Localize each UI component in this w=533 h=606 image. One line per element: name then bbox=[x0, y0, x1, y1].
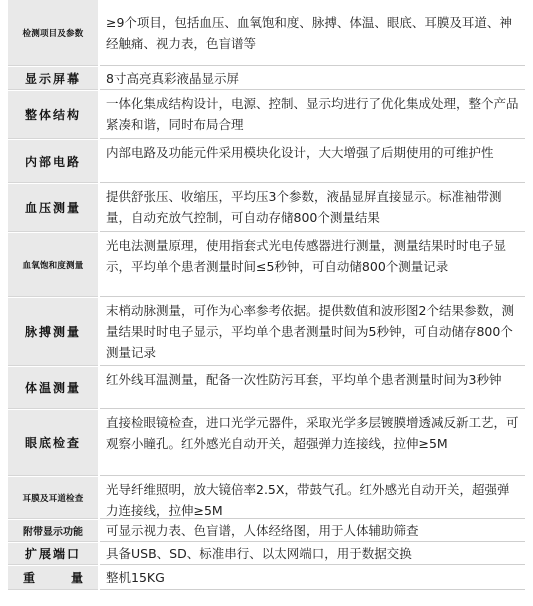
row-label: 扩展端口 bbox=[8, 543, 98, 565]
row-value bbox=[100, 298, 525, 366]
row-label: 重量 bbox=[8, 566, 98, 590]
row-value bbox=[100, 543, 525, 565]
row-display-functions bbox=[8, 520, 525, 542]
row-value bbox=[100, 140, 525, 183]
row-value-text: 可显示视力表、色盲谱，人体经络图，用于人体辅助筛查 bbox=[106, 523, 419, 538]
row-value bbox=[100, 0, 525, 66]
row-label: 显示屏幕 bbox=[8, 67, 98, 90]
row-label: 眼底检查 bbox=[8, 410, 98, 476]
row-label: 血氧饱和度测量 bbox=[8, 233, 98, 297]
row-body-temperature bbox=[8, 367, 525, 409]
row-test-items bbox=[8, 0, 525, 66]
row-label: 附带显示功能 bbox=[8, 520, 98, 542]
row-value bbox=[100, 184, 525, 232]
row-value-text: 末梢动脉测量，可作为心率参考依据。提供数值和波形图2个结果参数，测量结果时时电子显示，平均单个患者测量时间为5秒钟，可自动储存800个测量记录 bbox=[106, 303, 514, 360]
row-fundus-exam bbox=[8, 410, 525, 476]
row-value-text: 红外线耳温测量，配备一次性防污耳套，平均单个患者测量时间为3秒钟 bbox=[106, 372, 502, 387]
row-value bbox=[100, 233, 525, 297]
row-blood-pressure bbox=[8, 184, 525, 232]
row-label: 内部电路 bbox=[8, 140, 98, 183]
row-label: 体温测量 bbox=[8, 367, 98, 409]
row-value-text: ≥9个项目，包括血压、血氧饱和度、脉搏、体温、眼底、耳膜及耳道、神经触痛、视力表，色盲谱等 bbox=[106, 15, 512, 51]
row-value bbox=[100, 91, 525, 139]
row-value-text: 8寸高亮真彩液晶显示屏 bbox=[106, 70, 239, 86]
row-overall-structure bbox=[8, 91, 525, 139]
row-value-text: 光电法测量原理，使用指套式光电传感器进行测量，测量结果时时电子显示，平均单个患者测量时间≤5秒钟，可自动储800个测量记录 bbox=[106, 238, 507, 274]
row-ear-exam bbox=[8, 477, 525, 519]
row-weight bbox=[8, 566, 525, 590]
row-value bbox=[100, 67, 525, 90]
row-value bbox=[100, 477, 525, 519]
row-value bbox=[100, 566, 525, 590]
row-value-text: 内部电路及功能元件采用模块化设计，大大增强了后期使用的可维护性 bbox=[106, 145, 494, 160]
row-value bbox=[100, 367, 525, 409]
row-internal-circuit bbox=[8, 140, 525, 183]
row-value bbox=[100, 410, 525, 476]
row-value-text: 整机15KG bbox=[106, 570, 165, 585]
row-label: 整体结构 bbox=[8, 91, 98, 139]
row-display-screen bbox=[8, 67, 525, 90]
row-label: 血压测量 bbox=[8, 184, 98, 232]
row-value-text: 光导纤维照明，放大镜倍率2.5X，带鼓气孔。红外感光自动开关，超强弹力连接线，拉伸≥5M bbox=[106, 482, 510, 518]
row-value-text: 一体化集成结构设计，电源、控制、显示均进行了优化集成处理，整个产品紧凑和谐，同时布局合理 bbox=[106, 96, 519, 132]
row-value-text: 直接检眼镜检查，进口光学元器件，采取光学多层镀膜增透减反新工艺，可观察小瞳孔。红外感光自动开关，超强弹力连接线，拉伸≥5M bbox=[106, 415, 519, 451]
row-label: 脉搏测量 bbox=[8, 298, 98, 366]
row-label: 检测项目及参数 bbox=[8, 0, 98, 66]
row-expansion-ports bbox=[8, 543, 525, 565]
row-value-text: 具备USB、SD、标准串行、以太网端口，用于数据交换 bbox=[106, 546, 412, 561]
row-blood-oxygen bbox=[8, 233, 525, 297]
row-value bbox=[100, 520, 525, 542]
row-pulse bbox=[8, 298, 525, 366]
row-value-text: 提供舒张压、收缩压，平均压3个参数，液晶显屏直接显示。标准袖带测量，自动充放气控制，可自动存储800个测量结果 bbox=[106, 189, 502, 225]
row-label: 耳膜及耳道检查 bbox=[8, 477, 98, 519]
